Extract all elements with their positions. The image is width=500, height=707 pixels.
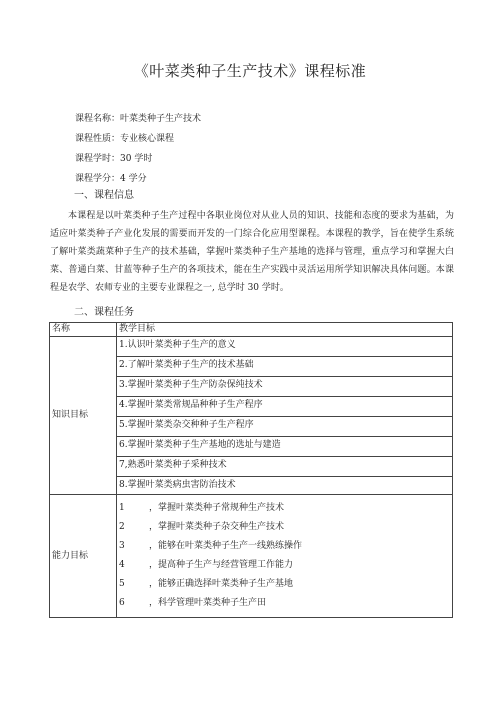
course-info-paragraph: 本课程是以叶菜类种子生产过程中各职业岗位对从业人员的知识、技能和态度的要求为基础，为适应叶菜类种子产业化发展的需要而开发的一门综合化应用型课程。本课程的教学，旨在使学生系统了解叶菜类蔬菜种子生产的技术基础，掌握叶菜类种子生产基地的选择与管理，重点学习和掌握大白菜、普通白菜、甘蓝等种子生产的各项技术，能在生产实践中灵活运用所学知识解决具体问题。本课程是农学、农师专业的主要专业课程之一, 总学时 30 学时。: [50, 211, 454, 293]
course-hours: 课程学时：30 学时: [75, 154, 153, 164]
table-header-row: [50, 323, 453, 337]
course-nature: 课程性质：专业核心课程: [75, 134, 175, 144]
knowledge-label: 知识目标: [50, 337, 117, 495]
ability-item: [119, 556, 452, 575]
header-objective: 教学目标: [117, 323, 453, 337]
ability-item: [119, 518, 452, 537]
ability-item-number: 3: [119, 541, 125, 551]
knowledge-item: 1.认识叶菜类种子生产的意义: [117, 337, 453, 357]
ability-item-text: ，掌握叶菜类种子杂交种生产技术: [149, 522, 285, 532]
table-row: [50, 337, 453, 357]
ability-item-number: 2: [119, 522, 125, 532]
table-row: [50, 495, 453, 618]
ability-item-number: 6: [119, 598, 125, 608]
ability-item: [119, 594, 452, 613]
ability-item-text: ，能够正确选择叶菜类种子生产基地: [149, 579, 294, 589]
knowledge-item: 6.掌握叶菜类种子生产基地的选址与建造: [117, 437, 453, 457]
course-task-table: [49, 322, 453, 618]
knowledge-item: 7,熟悉叶菜类种子采种技术: [117, 457, 453, 477]
ability-label: 能力目标: [50, 495, 117, 618]
knowledge-item: 3.掌握叶菜类种子生产防杂保纯技术: [117, 377, 453, 397]
ability-item-text: ，提高种子生产与经营管理工作能力: [149, 560, 294, 570]
ability-item-number: 1: [119, 503, 125, 513]
header-name: 名称: [50, 323, 117, 337]
ability-item: [119, 537, 452, 556]
knowledge-item: 2.了解叶菜类种子生产的技术基础: [117, 357, 453, 377]
knowledge-item: 4.掌握叶菜类常规品种种子生产程序: [117, 397, 453, 417]
ability-item-text: ，掌握叶菜类种子常规种生产技术: [149, 503, 285, 513]
ability-item-text: ，能够在叶菜类种子生产一线熟练操作: [149, 541, 303, 551]
ability-item-number: 5: [119, 579, 125, 589]
section-heading-info: 一、课程信息: [74, 190, 134, 201]
ability-item-number: 4: [119, 560, 125, 570]
ability-item: [119, 499, 452, 518]
page-title: 《叶菜类种子生产技术》课程标准: [133, 62, 367, 80]
knowledge-item: 8.掌握叶菜类病虫害防治技术: [117, 477, 453, 495]
knowledge-item: 5.掌握叶菜类杂交种种子生产程序: [117, 417, 453, 437]
ability-items-cell: [117, 495, 453, 618]
course-credits: 课程学分：4 学分: [75, 174, 147, 184]
course-name: 课程名称：叶菜类种子生产技术: [75, 114, 202, 124]
section-heading-tasks: 二、课程任务: [74, 307, 134, 318]
ability-item: [119, 575, 452, 594]
ability-item-text: ，科学管理叶菜类种子生产田: [149, 598, 267, 608]
